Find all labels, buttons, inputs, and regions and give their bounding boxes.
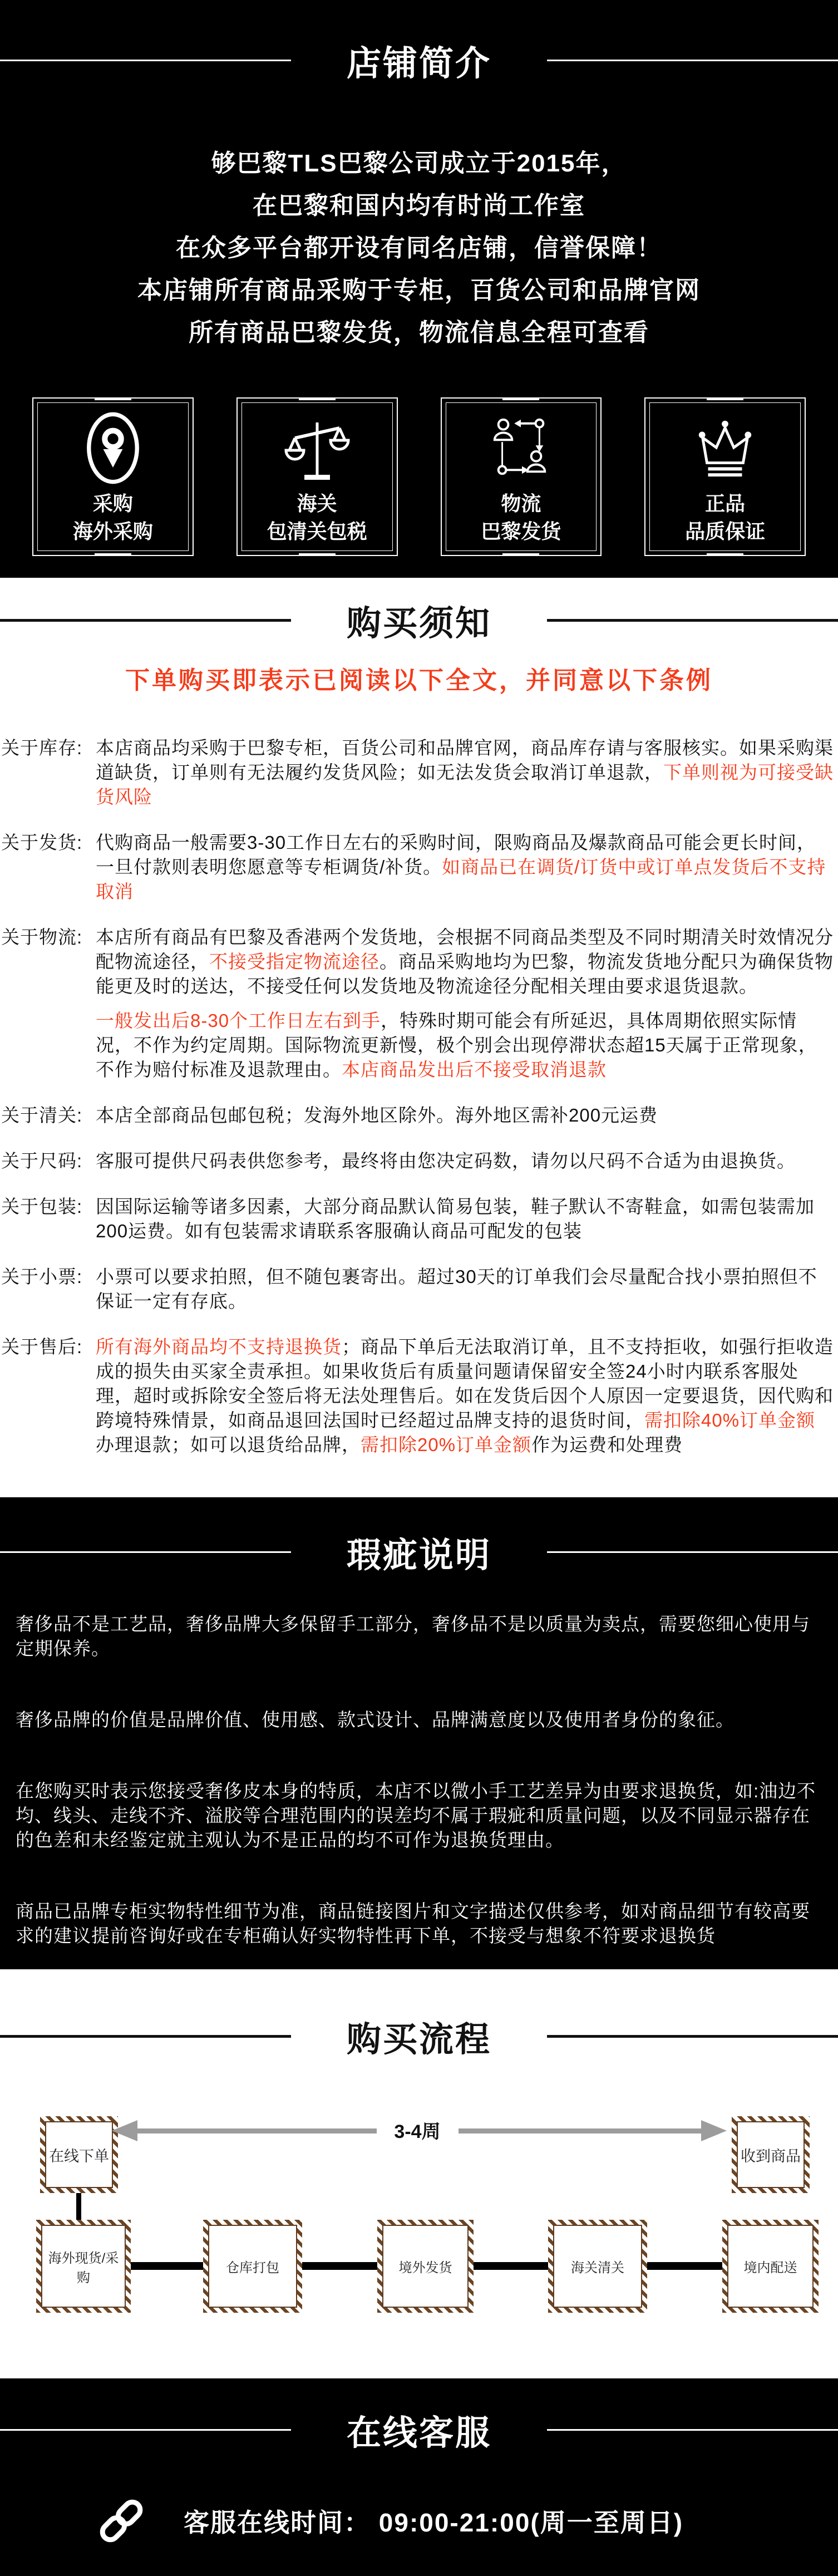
intro-line: 本店铺所有商品采购于专柜，百货公司和品牌官网 [137, 277, 701, 304]
notice-label: 关于尺码: [1, 1151, 83, 1171]
defect-paragraph: 商品已品牌专柜实物特性细节为准，商品链接图片和文字描述仅供参考，如对商品细节有较高要求的建议提前咨询好或在专柜确认好实物特性再下单，不接受与想象不符要求退换货 [16, 1901, 810, 1946]
notice-label: 关于物流: [1, 927, 83, 947]
flow-duration-label: 3-4周 [394, 2121, 441, 2142]
store-intro-section [0, 0, 838, 578]
notice-item-receipt [0, 1265, 838, 1314]
defect-paragraph: 在您购买时表示您接受奢侈皮本身的特质，本店不以微小手工艺差异为由要求退换货，如:油边不均、线头、走线不齐、溢胶等合理范围内的误差均不属于瑕疵和质量问题，以及不同显示器存在的色差和未经鉴定就主观认为不是正品的均不可作为退换货理由。 [16, 1781, 816, 1850]
customer-service-hours: 客服在线时间： 09:00-21:00(周一至周日) [184, 2508, 684, 2537]
highlighted-text: 所有海外商品均不支持退换货 [96, 1336, 342, 1357]
crown-icon [645, 406, 805, 490]
notice-label: 关于售后: [1, 1336, 83, 1357]
purchase-flow-section [0, 1969, 838, 2378]
store-intro-title: 店铺简介 [347, 44, 492, 83]
customer-service-row [0, 2493, 838, 2549]
purchase-flow-title-row [0, 2009, 838, 2063]
body-text: 客服可提供尺码表供您参考，最终将由您决定码数，请勿以尺码不合适为由退换货。 [96, 1151, 796, 1171]
highlighted-text: 一般发出后8-30个工作日左右到手 [96, 1010, 381, 1031]
defect-paragraph: 奢侈品不是工艺品，奢侈品牌大多保留手工部分，奢侈品不是以质量为卖点，需要您细心使用与定期保养。 [16, 1614, 810, 1659]
notice-list [0, 736, 838, 1457]
card-label [33, 490, 193, 545]
divider-line [0, 2429, 291, 2431]
card-label-line2: 包清关包税 [267, 520, 367, 543]
notice-warning-subtitle: 下单购买即表示已阅读以下全文，并同意以下条例 [125, 667, 713, 694]
flow-connector [647, 2262, 722, 2270]
body-text: 办理退款；如可以退货给品牌， [96, 1434, 361, 1455]
body-text: 因国际运输等诸多因素，大部分商品默认简易包装，鞋子默认不寄鞋盒，如需包装需加200运费。如有包装需求请联系客服确认商品可配发的包装 [96, 1196, 815, 1241]
flow-step-box-5 [722, 2220, 819, 2313]
flow-step-label: 境内配送 [727, 2225, 814, 2308]
divider-line [0, 2035, 291, 2038]
customer-service-title-row [0, 2403, 838, 2456]
feature-card-logistics [441, 397, 602, 556]
defect-note-paragraphs [0, 1612, 838, 1948]
flow-step-box-3 [377, 2220, 474, 2313]
notice-content [96, 832, 826, 902]
flow-step-box-4 [548, 2220, 647, 2313]
chain-link-icon [93, 2493, 149, 2549]
card-label-line2: 海外采购 [72, 520, 153, 543]
highlighted-text: 本店商品发出后不接受取消退款 [342, 1059, 607, 1080]
notice-label: 关于清关: [1, 1105, 83, 1125]
location-pin-icon [33, 406, 193, 490]
flow-start-box [40, 2116, 118, 2193]
card-label-line1: 采购 [92, 492, 133, 515]
intro-line: 在众多平台都开设有同名店铺，信誉保障！ [176, 234, 662, 262]
purchase-flow-title: 购买流程 [347, 2020, 492, 2059]
notice-label: 关于发货: [1, 832, 83, 853]
divider-line [547, 1551, 838, 1553]
notice-item-logistics [0, 925, 838, 999]
defect-note-title-row [0, 1525, 838, 1579]
flow-connector [302, 2262, 377, 2270]
store-intro-text [0, 142, 838, 354]
card-label [442, 490, 601, 545]
body-text: ；商品下单后无法取消订单，且不支持拒收，如强行拒收造成的损失由买家全责承担。如果收货后有质量问题请保留安全签24小时内联系客服处理，超时或拆除安全签后将无法处理售后。如在发货后因个人原因一定要退货，因代购和跨境特殊情景，如商品退回法国时已经超过品牌支持的退货时间， [96, 1336, 834, 1430]
flow-step-box-1 [36, 2220, 131, 2313]
arrow-right-icon [459, 2128, 701, 2133]
intro-line: 够巴黎TLS巴黎公司成立于2015年， [211, 150, 627, 177]
intro-line: 所有商品巴黎发货，物流信息全程可查看 [189, 319, 649, 346]
body-text: 代购商品一般需要3-30工作日左右的采购时间，限购商品及爆款商品可能会更长时间，一旦付款则表明您愿意等专柜调货/补货。 [96, 832, 816, 877]
flow-connector [131, 2262, 203, 2270]
customer-service-section [0, 2378, 838, 2576]
card-label-line2: 巴黎发货 [481, 520, 561, 543]
store-intro-title-row [0, 33, 838, 87]
logistics-icon [442, 406, 601, 490]
notice-content [96, 1105, 658, 1125]
divider-line [0, 619, 291, 622]
defect-paragraph: 奢侈品牌的价值是品牌价值、使用感、款式设计、品牌满意度以及使用者身份的象征。 [16, 1709, 735, 1730]
highlighted-text: 如商品已在调货/订货中或订单点发货后不支持取消 [96, 857, 826, 902]
feature-cards [0, 397, 838, 556]
notice-content [96, 1010, 817, 1080]
notice-label: 关于库存: [1, 738, 83, 758]
divider-line [547, 60, 838, 61]
flow-vertical-connector [76, 2193, 81, 2221]
notice-content [96, 1266, 817, 1311]
customer-service-title: 在线客服 [347, 2413, 492, 2452]
flow-end-label: 收到商品 [737, 2121, 805, 2188]
flow-step-label: 海关清关 [553, 2225, 642, 2308]
body-text: ，特殊时期可能会有所延迟，具体周期依照实际情况，不作为约定周期。国际物流更新慢，极个别会出现停滞状态超15天属于正常现象，不作为赔付标准及退款理由。 [96, 1010, 817, 1080]
notice-item-size [0, 1149, 838, 1173]
divider-line [547, 619, 838, 622]
feature-card-purchase [32, 397, 194, 556]
card-label-line1: 物流 [501, 492, 541, 515]
card-label [238, 490, 397, 545]
body-text: 。商品采购地均为巴黎，物流发货地分配只为确保货物能更及时的送达，不接受任何以发货地及物流途径分配相关理由要求退货退款。 [96, 951, 834, 996]
divider-line [547, 2035, 838, 2038]
highlighted-text: 不接受指定物流途径 [209, 951, 379, 972]
feature-card-authentic [644, 397, 806, 556]
defect-note-section [0, 1497, 838, 1969]
flow-start-label: 在线下单 [45, 2121, 113, 2188]
flow-diagram [0, 2116, 838, 2322]
notice-content [96, 1151, 796, 1171]
notice-content [96, 1196, 815, 1241]
notice-label: 关于小票: [1, 1266, 83, 1287]
flow-connector [474, 2262, 548, 2270]
highlighted-text: 需扣除40%订单金额 [644, 1410, 816, 1430]
arrow-left-icon [137, 2128, 377, 2133]
notice-label: 关于包装: [1, 1196, 83, 1217]
body-text: 作为运费和处理费 [531, 1434, 683, 1455]
scale-icon [238, 406, 397, 490]
purchase-notice-title: 购买须知 [347, 604, 492, 643]
divider-line [0, 1551, 291, 1553]
defect-note-title: 瑕疵说明 [347, 1536, 492, 1575]
notice-item-logistics-cont [0, 1009, 838, 1082]
purchase-notice-section [0, 578, 838, 1497]
purchase-notice-title-row [0, 593, 838, 647]
highlighted-text: 需扣除20%订单金额 [361, 1434, 532, 1455]
card-label-line2: 品质保证 [685, 520, 766, 543]
notice-item-customs [0, 1103, 838, 1128]
notice-item-shipping [0, 830, 838, 904]
divider-line [547, 2429, 838, 2431]
card-label-line1: 正品 [705, 492, 746, 515]
intro-line: 在巴黎和国内均有时尚工作室 [253, 192, 585, 219]
flow-step-box-2 [203, 2220, 302, 2313]
flow-step-label: 海外现货/采购 [41, 2225, 126, 2308]
card-label-line1: 海关 [297, 492, 337, 515]
notice-item-stock [0, 736, 838, 809]
card-label [645, 490, 805, 545]
body-text: 小票可以要求拍照，但不随包裹寄出。超过30天的订单我们会尽量配合找小票拍照但不保证一定有存底。 [96, 1266, 817, 1311]
notice-content [96, 1336, 834, 1455]
notice-content [96, 738, 834, 807]
body-text: 本店商品均采购于巴黎专柜，百货公司和品牌官网，商品库存请与客服核实。如果采购渠道缺货，订单则有无法履约发货风险；如无法发货会取消订单退款， [96, 738, 834, 783]
feature-card-customs [236, 397, 398, 556]
highlighted-text: 下单则视为可接受缺货风险 [96, 762, 834, 807]
divider-line [0, 60, 291, 61]
flow-step-label: 境外发货 [382, 2225, 469, 2308]
notice-content [96, 927, 834, 996]
body-text: 本店全部商品包邮包税；发海外地区除外。海外地区需补200元运费 [96, 1105, 658, 1125]
body-text: 本店所有商品有巴黎及香港两个发货地，会根据不同商品类型及不同时期清关时效情况分配物流途径， [96, 927, 834, 972]
notice-item-packaging [0, 1194, 838, 1243]
notice-item-aftersale [0, 1335, 838, 1457]
flow-step-label: 仓库打包 [208, 2225, 297, 2308]
flow-end-box [732, 2116, 810, 2193]
